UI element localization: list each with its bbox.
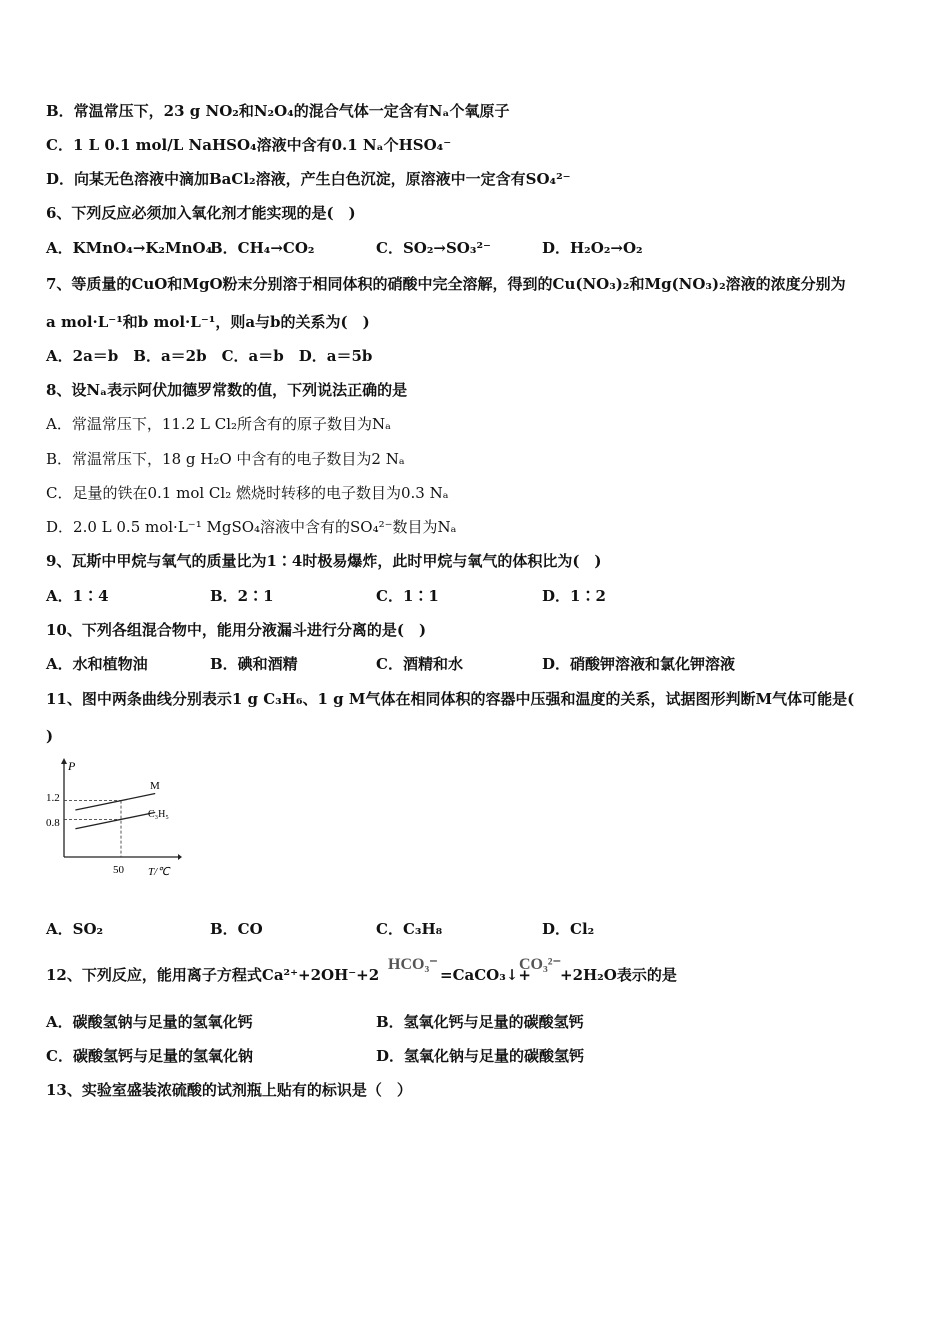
y-tick-1.2: 1.2 xyxy=(46,792,60,804)
y-tick-0.8: 0.8 xyxy=(46,817,60,829)
q12-option-c: C．碳酸氢钙与足量的氢氧化钠 xyxy=(46,1047,253,1065)
q6-option-c: C．SO₂→SO₃²⁻ xyxy=(376,239,491,257)
q12-co3: CO₃²⁻ xyxy=(519,956,562,973)
q10-option-c: C．酒精和水 xyxy=(376,655,463,673)
q6-option-b: B．CH₄→CO₂ xyxy=(210,239,315,257)
x-tick-50: 50 xyxy=(113,864,124,876)
pressure-temperature-chart xyxy=(44,755,182,883)
x-axis-arrow xyxy=(178,854,182,860)
q12-stem-pre: 12、下列反应，能用离子方程式Ca²⁺+2OH⁻+2 xyxy=(46,966,380,984)
q12-options-row-1 xyxy=(46,1012,906,1032)
q7-stem-1: 7、等质量的CuO和MgO粉末分别溶于相同体积的硝酸中完全溶解，得到的Cu(NO₃)₂和Mg(NO₃)₂溶液的浓度分别为 xyxy=(46,275,846,293)
q10-options xyxy=(46,654,906,674)
q12-option-b: B．氢氧化钙与足量的碳酸氢钙 xyxy=(376,1013,584,1031)
q7-options: A．2a＝b B．a＝2b C．a＝b D．a＝5b xyxy=(46,347,373,365)
y-axis-label: P xyxy=(68,759,76,773)
q11-option-d: D．Cl₂ xyxy=(542,920,595,938)
q6-option-a: A．KMnO₄→K₂MnO₄ xyxy=(46,239,213,257)
q8-option-c: C．足量的铁在0.1 mol Cl₂ 燃烧时转移的电子数目为0.3 Nₐ xyxy=(46,484,449,502)
q12-hco3: HCO₃⁻ xyxy=(388,956,438,973)
q10-option-a: A．水和植物油 xyxy=(46,655,148,673)
q11-option-c: C．C₃H₈ xyxy=(376,920,443,938)
series-line-m xyxy=(75,794,155,810)
q8-option-d: D．2.0 L 0.5 mol·L⁻¹ MgSO₄溶液中含有的SO₄²⁻数目为Nₐ xyxy=(46,518,457,536)
q6-option-d: D．H₂O₂→O₂ xyxy=(542,239,643,257)
q12-option-d: D．氢氧化钠与足量的碳酸氢钙 xyxy=(376,1047,585,1065)
q11-option-b: B．CO xyxy=(210,920,263,938)
q6-stem: 6、下列反应必须加入氧化剂才能实现的是( ) xyxy=(46,204,356,222)
q9-option-d: D．1∶2 xyxy=(542,587,606,605)
q6-options xyxy=(46,238,906,258)
q9-option-b: B．2∶1 xyxy=(210,587,274,605)
q12-stem-post: +2H₂O表示的是 xyxy=(560,966,677,984)
q8-stem: 8、设Nₐ表示阿伏加德罗常数的值，下列说法正确的是 xyxy=(46,381,408,399)
q9-option-c: C．1∶1 xyxy=(376,587,439,605)
q11-option-a: A．SO₂ xyxy=(46,920,104,938)
q10-stem: 10、下列各组混合物中，能用分液漏斗进行分离的是( ) xyxy=(46,621,427,639)
q10-option-b: B．碘和酒精 xyxy=(210,655,298,673)
q13-stem: 13、实验室盛装浓硫酸的试剂瓶上贴有的标识是（ ） xyxy=(46,1081,412,1099)
q9-stem: 9、瓦斯中甲烷与氧气的质量比为1∶4时极易爆炸，此时甲烷与氧气的体积比为( ) xyxy=(46,552,602,570)
q11-options xyxy=(46,919,906,939)
q9-options xyxy=(46,586,906,606)
q8-option-a: A．常温常压下，11.2 L Cl₂所含有的原子数目为Nₐ xyxy=(46,415,391,433)
q5-option-c: C．1 L 0.1 mol/L NaHSO₄溶液中含有0.1 Nₐ个HSO₄⁻ xyxy=(46,136,452,154)
q8-option-b: B．常温常压下，18 g H₂O 中含有的电子数目为2 Nₐ xyxy=(46,450,405,468)
y-axis-arrow xyxy=(61,758,67,764)
q11-stem-2: ) xyxy=(46,727,54,745)
q12-options-row-2 xyxy=(46,1046,906,1066)
q12-stem-mid: =CaCO₃↓+ xyxy=(440,966,531,984)
q10-option-d: D．硝酸钾溶液和氯化钾溶液 xyxy=(542,655,736,673)
q5-option-d: D．向某无色溶液中滴加BaCl₂溶液，产生白色沉淀，原溶液中一定含有SO₄²⁻ xyxy=(46,170,571,188)
series-line-c3h5 xyxy=(75,812,155,828)
q9-option-a: A．1∶4 xyxy=(46,587,109,605)
q12-stem xyxy=(46,956,906,985)
q5-option-b: B．常温常压下，23 g NO₂和N₂O₄的混合气体一定含有Nₐ个氧原子 xyxy=(46,102,510,120)
q12-option-a: A．碳酸氢钠与足量的氢氧化钙 xyxy=(46,1013,253,1031)
series-label-c3h5: C₃H₅ xyxy=(148,809,169,820)
x-axis-label: T/℃ xyxy=(148,866,170,878)
series-label-m: M xyxy=(150,780,160,792)
q7-stem-2: a mol·L⁻¹和b mol·L⁻¹，则a与b的关系为( ) xyxy=(46,313,370,331)
q11-stem-1: 11、图中两条曲线分别表示1 g C₃H₆、1 g M气体在相同体积的容器中压强和温度的关系，试据图形判断M气体可能是( xyxy=(46,690,855,708)
